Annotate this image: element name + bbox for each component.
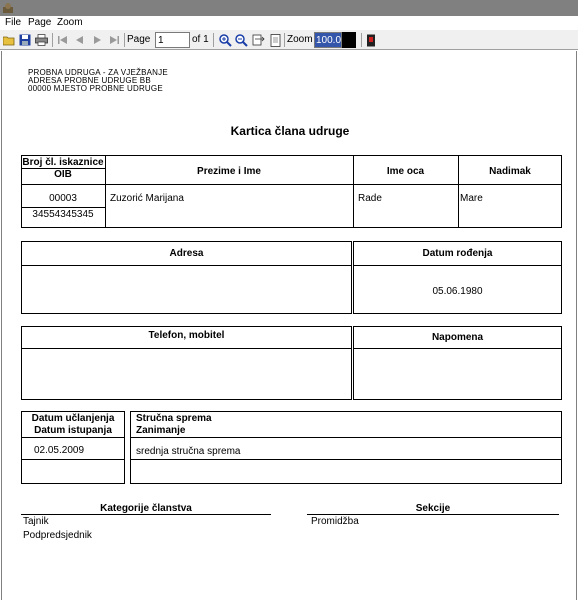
menu-zoom[interactable]: Zoom [57, 17, 83, 28]
organization-name: PROBNA UDRUGA - ZA VJEŽBANJE [28, 68, 168, 77]
previous-page-icon[interactable] [72, 33, 86, 47]
organization-city: 00000 MJESTO PROBNE UDRUGE [28, 84, 163, 93]
first-page-icon[interactable] [56, 33, 70, 47]
page-number-input[interactable] [155, 32, 190, 48]
window-titlebar [0, 0, 578, 16]
box-divider [130, 437, 562, 438]
sections-underline [307, 514, 559, 515]
box-divider [130, 459, 562, 460]
nickname-header: Nadimak [489, 166, 531, 177]
box-divider [21, 348, 352, 349]
category-item: Tajnik [23, 516, 49, 527]
toolbar-separator [213, 33, 214, 47]
box-divider [21, 437, 125, 438]
table-divider [21, 184, 562, 185]
table-divider [21, 207, 105, 208]
page-count-label: of 1 [192, 34, 209, 45]
note-header: Napomena [431, 332, 484, 343]
open-icon[interactable] [2, 33, 16, 47]
toolbar-separator [52, 33, 53, 47]
toolbar-separator [124, 33, 125, 47]
qualification-header: Stručna sprema [136, 413, 212, 424]
category-item: Podpredsjednik [23, 530, 92, 541]
menu-page[interactable]: Page [28, 17, 52, 28]
page-width-icon[interactable] [251, 33, 265, 47]
box-divider [353, 348, 562, 349]
report-title: Kartica člana udruge [230, 124, 350, 138]
toolbar-separator [284, 33, 285, 47]
name-value: Zuzorić Marijana [110, 193, 184, 204]
zoom-out-icon[interactable] [234, 33, 248, 47]
box-divider [21, 265, 352, 266]
toolbar [0, 30, 578, 50]
page-label: Page [127, 34, 151, 45]
father-name-value: Rade [358, 193, 382, 204]
address-header: Adresa [169, 248, 204, 259]
id-number-header: Broj čl. iskaznice [22, 157, 104, 168]
toolbar-separator [361, 33, 362, 47]
whole-page-icon[interactable] [268, 33, 282, 47]
zoom-label: Zoom [287, 34, 313, 45]
box-divider [353, 265, 562, 266]
id-number-value: 00003 [49, 193, 77, 204]
join-date-value: 02.05.2009 [33, 445, 85, 456]
birth-date-value: 05.06.1980 [432, 286, 483, 297]
oib-header: OIB [54, 169, 72, 180]
qualification-value: srednja stručna sprema [136, 446, 241, 457]
birth-date-header: Datum rođenja [422, 248, 493, 259]
nickname-value: Mare [460, 193, 483, 204]
join-date-header: Datum učlanjenja [31, 413, 115, 424]
phone-header: Telefon, mobitel [148, 330, 225, 341]
occupation-header: Zanimanje [136, 425, 186, 436]
next-page-icon[interactable] [91, 33, 105, 47]
father-name-header: Ime oca [386, 166, 425, 177]
close-report-icon[interactable] [364, 33, 378, 47]
zoom-input[interactable] [314, 32, 342, 48]
app-icon [2, 2, 14, 14]
last-page-icon[interactable] [107, 33, 121, 47]
zoom-in-icon[interactable] [218, 33, 232, 47]
section-item: Promidžba [311, 516, 359, 527]
menu-bar [0, 16, 578, 30]
save-icon[interactable] [18, 33, 32, 47]
box-divider [21, 459, 125, 460]
organization-address: ADRESA PROBNE UDRUGE BB [28, 76, 151, 85]
report-page [1, 51, 577, 600]
sections-header: Sekcije [415, 503, 451, 514]
zoom-dropdown[interactable] [342, 32, 356, 48]
name-header: Prezime i Ime [197, 166, 261, 177]
categories-header: Kategorije članstva [100, 503, 192, 514]
oib-value: 34554345345 [32, 209, 94, 220]
menu-file[interactable]: File [5, 17, 22, 28]
categories-underline [21, 514, 271, 515]
leave-date-header: Datum istupanja [34, 425, 112, 436]
print-icon[interactable] [34, 33, 48, 47]
